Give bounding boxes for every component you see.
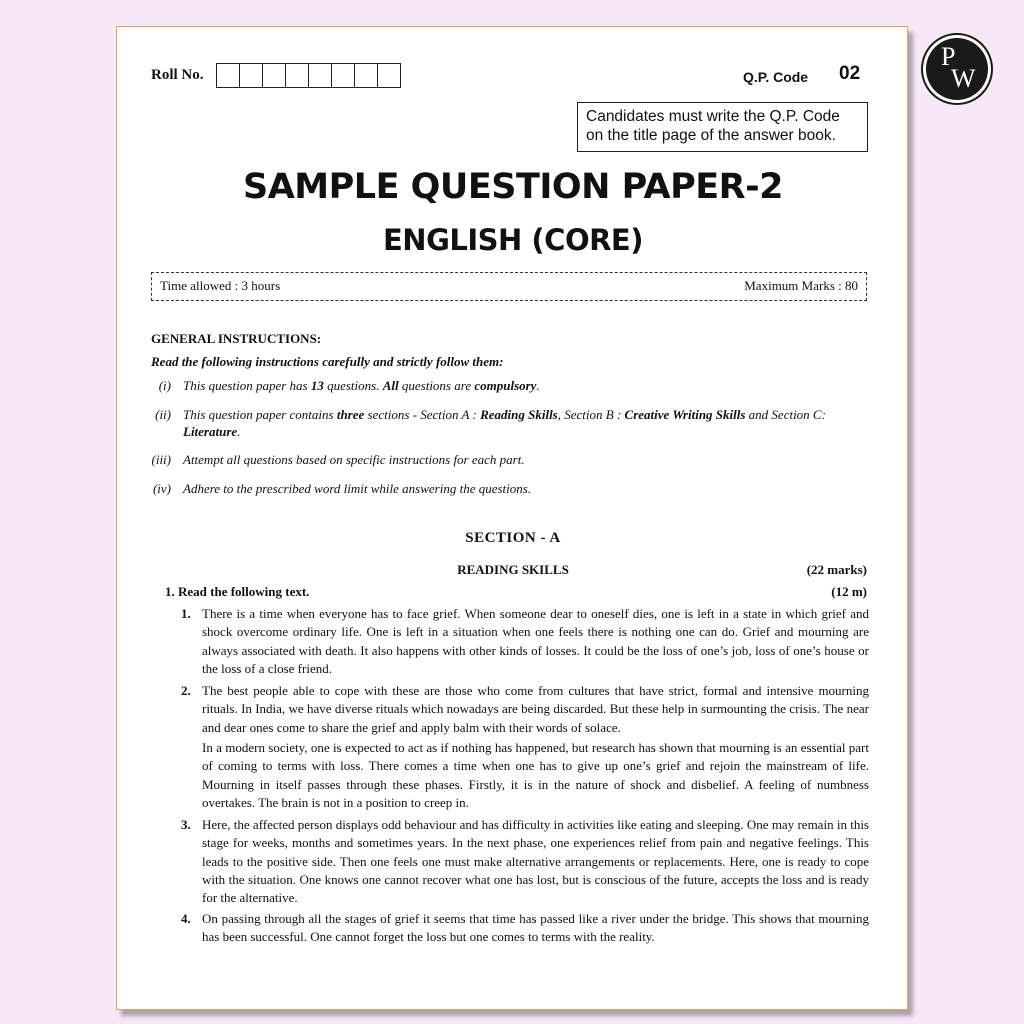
passage-paragraph bbox=[181, 910, 869, 947]
paragraph-text: In a modern society, one is expected to act as if nothing has happened, but research has shown that mourning is an essential part of coming to terms with loss. There comes a time when one has to give up one’s grief and rejoin the mainstream of life. Mourning in itself passes through these phases. Firstly, it is in the nature of shock and disbelief. A feeling of numbness overtakes. The brain is not in a position to creep in. bbox=[202, 740, 869, 810]
paragraph-text: On passing through all the stages of grief it seems that time has passed like a river under the bridge. This shows that mourning has been successful. One cannot forget the loss but one comes to terms with the reality. bbox=[202, 911, 869, 945]
paragraph-number: 2. bbox=[181, 683, 191, 698]
candidate-note-line: Candidates must write the Q.P. Code bbox=[586, 108, 840, 125]
instruction-text: This question paper contains three sections - Section A : Reading Skills, Section B : Creative Writing Skills and Section C: Literature. bbox=[183, 407, 826, 439]
candidate-note-line: on the title page of the answer book. bbox=[586, 127, 836, 144]
maximum-marks: Maximum Marks : 80 bbox=[744, 278, 858, 293]
instruction-number: (i) bbox=[158, 378, 171, 393]
roll-number-box bbox=[308, 63, 332, 88]
passage-paragraph bbox=[181, 739, 869, 812]
time-marks-box bbox=[151, 272, 867, 301]
paragraph-text: The best people able to cope with these are those who come from cultures that have strict, formal and intensive mourning rituals. In India, we have diverse rituals which nowadays are being discarded. But these help in surmounting the crisis. The near and dear ones come to share the grief and apply balm with their words of solace. bbox=[202, 683, 869, 735]
question-paper-page bbox=[116, 26, 908, 1010]
passage-paragraph bbox=[181, 682, 869, 737]
general-instructions-heading: GENERAL INSTRUCTIONS: bbox=[151, 331, 322, 346]
roll-number-label: Roll No. bbox=[151, 67, 204, 83]
roll-number-box bbox=[354, 63, 378, 88]
roll-number-boxes bbox=[216, 63, 400, 88]
passage-paragraph bbox=[181, 816, 869, 907]
roll-number-box bbox=[239, 63, 263, 88]
paragraph-number: 3. bbox=[181, 817, 191, 832]
roll-number-box bbox=[377, 63, 401, 88]
candidate-note-box bbox=[577, 102, 868, 152]
section-marks: (22 marks) bbox=[806, 562, 867, 577]
instruction-text: This question paper has 13 questions. All questions are compulsory. bbox=[183, 378, 540, 393]
roll-number-box bbox=[262, 63, 286, 88]
instruction-text: Adhere to the prescribed word limit while answering the questions. bbox=[183, 481, 532, 496]
passage-paragraph bbox=[181, 605, 869, 678]
instruction-number: (ii) bbox=[155, 407, 171, 422]
pw-logo-icon bbox=[926, 38, 988, 100]
paragraph-text: Here, the affected person displays odd behaviour and has difficulty in activities like eating and sleeping. One may remain in this stage for weeks, months and sometimes years. In the next phase, one experiences relief from pain and negative feelings. This leads to the positive side. Then one feels one must make alternative arrangements or replacements. Here, one is ready to cope with the situation. One knows one cannot recover what one has lost, but is conscious of the future, accepts the loss and is ready for the alternative. bbox=[202, 817, 869, 906]
instruction-number: (iv) bbox=[152, 481, 171, 496]
roll-number-box bbox=[331, 63, 355, 88]
general-instructions-subheading: Read the following instructions carefully and strictly follow them: bbox=[151, 354, 504, 369]
instruction-text: Attempt all questions based on specific instructions for each part. bbox=[183, 452, 525, 467]
qp-code-value: 02 bbox=[839, 63, 861, 84]
instruction-number: (iii) bbox=[151, 452, 171, 467]
qp-code-label: Q.P. Code bbox=[743, 69, 809, 85]
time-allowed: Time allowed : 3 hours bbox=[160, 278, 281, 293]
question-1-marks: (12 m) bbox=[831, 584, 867, 599]
roll-number-box bbox=[285, 63, 309, 88]
paragraph-text: There is a time when everyone has to face grief. When someone dear to oneself dies, one is left in a state in which grief and shock overcome ordinary life. One is left in a situation when one feels there is nothing one can do. Grief and mourning are always associated with death. It also happens with other kinds of losses. It could be the loss of one’s job, loss of one’s house or the loss of a close friend. bbox=[202, 606, 869, 676]
section-title: SECTION - A bbox=[465, 530, 561, 546]
section-subtitle: READING SKILLS bbox=[457, 562, 569, 577]
paper-subtitle: ENGLISH (CORE) bbox=[383, 223, 643, 257]
paragraph-number: 1. bbox=[181, 606, 191, 621]
paper-title: SAMPLE QUESTION PAPER-2 bbox=[242, 167, 783, 207]
logo-letter-w: W bbox=[951, 64, 976, 93]
question-1-heading: 1. Read the following text. bbox=[165, 584, 310, 599]
logo-letter-p: P bbox=[941, 42, 956, 71]
paragraph-number: 4. bbox=[181, 911, 191, 926]
roll-number-box bbox=[216, 63, 240, 88]
